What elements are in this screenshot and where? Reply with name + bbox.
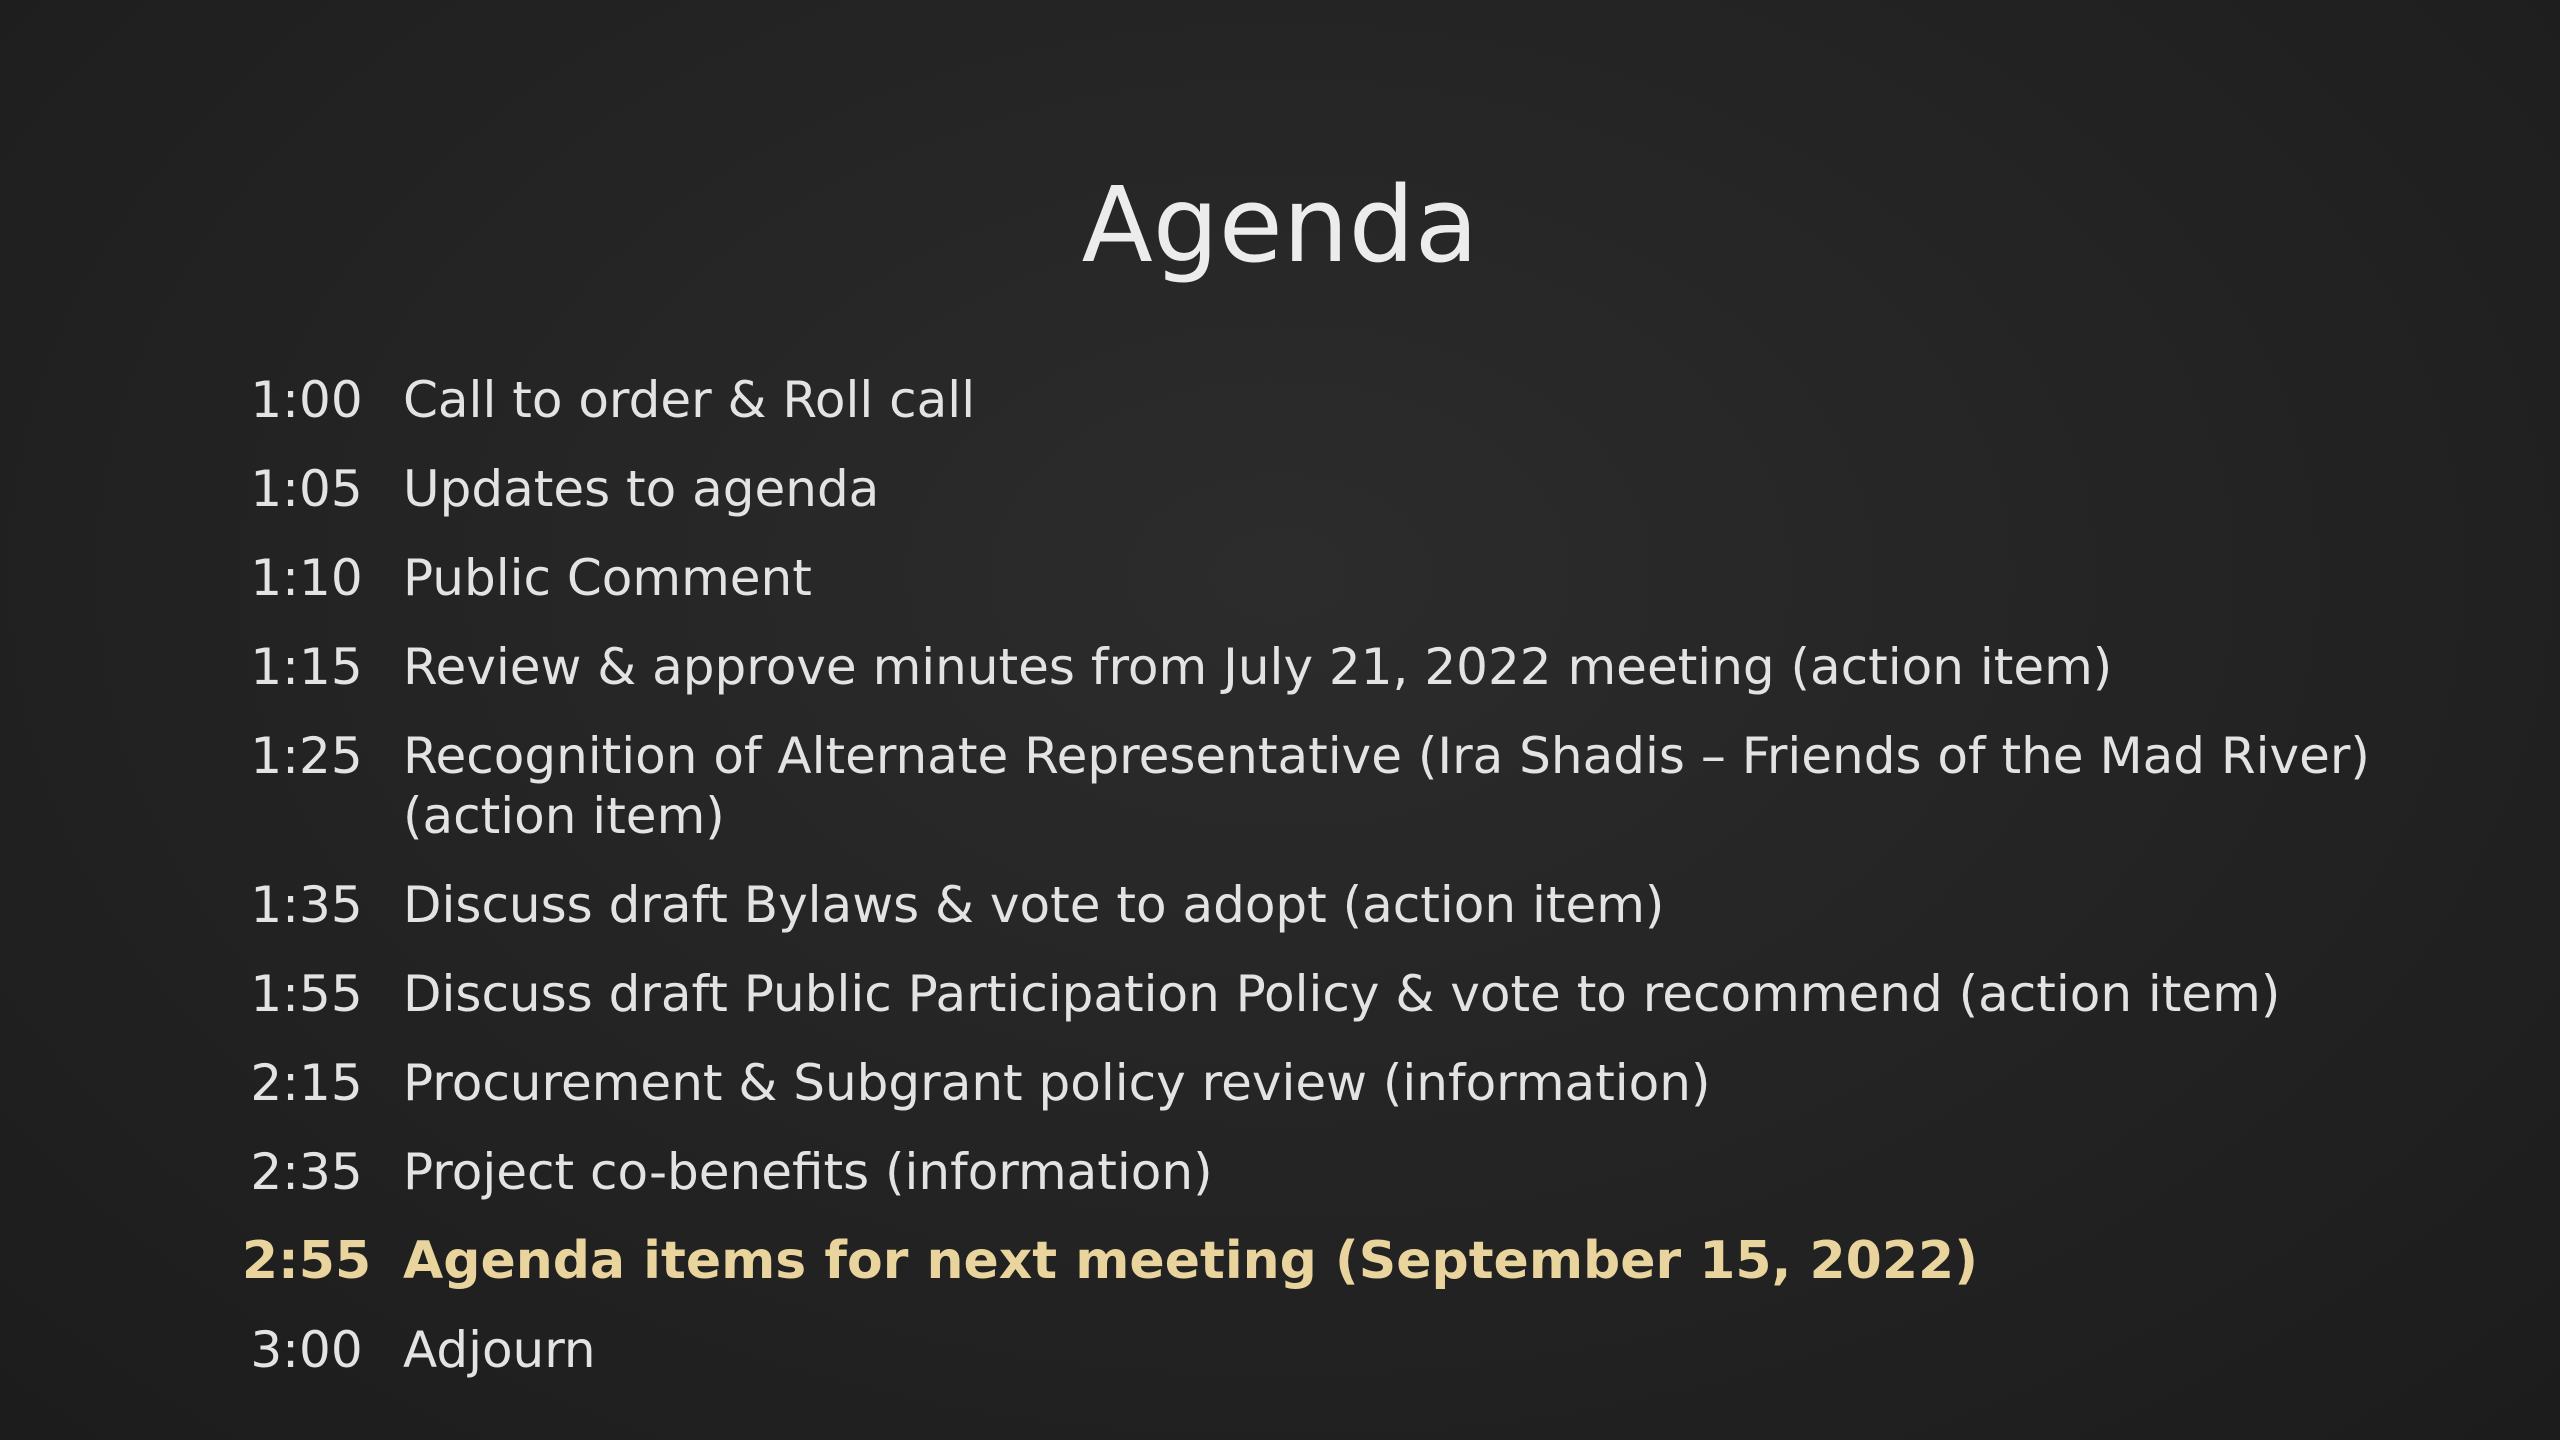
agenda-item bbox=[210, 370, 2410, 430]
agenda-item bbox=[210, 637, 2410, 697]
agenda-item-text: Call to order & Roll call bbox=[403, 371, 976, 429]
agenda-item-time: 2:35 bbox=[250, 1143, 363, 1201]
agenda-item-text: Review & approve minutes from July 21, 2022 meeting (action item) bbox=[403, 638, 2113, 696]
agenda-list bbox=[210, 370, 2410, 1409]
agenda-item bbox=[210, 1053, 2410, 1113]
agenda-item bbox=[210, 726, 2410, 846]
agenda-item-time: 1:10 bbox=[250, 549, 363, 607]
agenda-item bbox=[210, 1142, 2410, 1202]
agenda-item-text: Public Comment bbox=[403, 549, 812, 607]
agenda-item bbox=[210, 459, 2410, 519]
agenda-item bbox=[210, 548, 2410, 608]
slide-title: Agenda bbox=[1081, 164, 1479, 286]
agenda-item bbox=[210, 875, 2410, 935]
agenda-item-text: Agenda items for next meeting (September 15, 2022) bbox=[403, 1231, 1978, 1291]
agenda-item bbox=[210, 1320, 2410, 1380]
agenda-item-text: Updates to agenda bbox=[403, 460, 880, 518]
agenda-item-time: 1:15 bbox=[250, 638, 363, 696]
agenda-item-time: 2:55 bbox=[241, 1231, 372, 1291]
agenda-item-time: 1:05 bbox=[250, 460, 363, 518]
agenda-item-text: Adjourn bbox=[403, 1321, 596, 1379]
agenda-item-text: Discuss draft Public Participation Policy & vote to recommend (action item) bbox=[403, 965, 2281, 1023]
agenda-item-text: Procurement & Subgrant policy review (information) bbox=[403, 1054, 1711, 1112]
agenda-item-time: 1:55 bbox=[250, 965, 363, 1023]
agenda-item bbox=[210, 964, 2410, 1024]
agenda-item-highlighted bbox=[210, 1231, 2410, 1291]
agenda-item-text: Recognition of Alternate Representative (Ira Shadis – Friends of the Mad River) (action item) bbox=[403, 727, 2370, 845]
agenda-item-time: 1:00 bbox=[250, 371, 363, 429]
agenda-item-time: 3:00 bbox=[250, 1321, 363, 1379]
agenda-item-text: Project co-benefits (information) bbox=[403, 1143, 1213, 1201]
agenda-item-time: 2:15 bbox=[250, 1054, 363, 1112]
agenda-item-text: Discuss draft Bylaws & vote to adopt (action item) bbox=[403, 876, 1665, 934]
agenda-item-time: 1:35 bbox=[250, 876, 363, 934]
agenda-item-time: 1:25 bbox=[250, 727, 363, 785]
